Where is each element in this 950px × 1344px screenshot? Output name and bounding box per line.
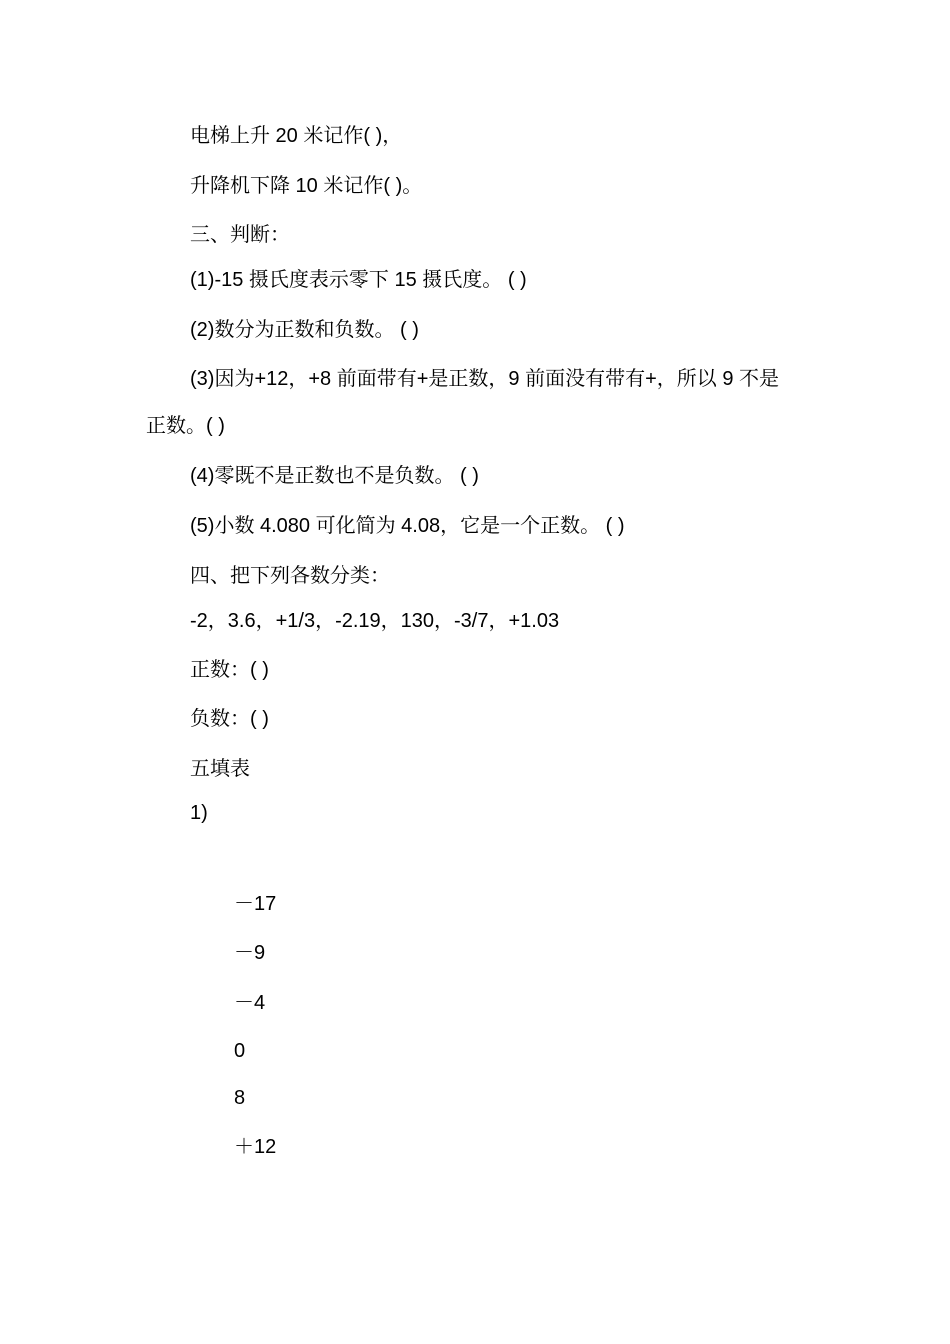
table-cell: －4	[234, 992, 266, 1014]
section-heading-judgment: 三、判断：	[190, 224, 290, 246]
table-cell: －9	[234, 942, 266, 964]
table-cell: 0	[234, 1040, 246, 1062]
question-1: (1)-15 摄氏度表示零下 15 摄氏度。 ( )	[190, 269, 527, 291]
number-list: -2，3.6，+1/3，-2.19，130，-3/7，+1.03	[190, 610, 560, 632]
table-cell: 8	[234, 1087, 246, 1109]
question-2: (2)数分为正数和负数。 ( )	[190, 319, 419, 341]
text-line-elevator: 电梯上升 20 米记作( )，	[190, 125, 403, 147]
question-4: (4)零既不是正数也不是负数。 ( )	[190, 465, 479, 487]
table-item-label: 1)	[190, 802, 208, 824]
question-3: (3)因为+12，+8 前面带有+是正数，9 前面没有带有+，所以 9 不是	[190, 368, 780, 390]
negative-numbers-blank: 负数：( )	[190, 708, 269, 730]
table-cell: －17	[234, 893, 277, 915]
section-heading-fill-table: 五填表	[190, 758, 250, 780]
positive-numbers-blank: 正数：( )	[190, 659, 269, 681]
table-cell: ＋12	[234, 1136, 277, 1158]
question-5: (5)小数 4.080 可化简为 4.08，它是一个正数。 ( )	[190, 515, 625, 537]
text-line-lift: 升降机下降 10 米记作( )。	[190, 175, 423, 197]
section-heading-classify: 四、把下列各数分类：	[190, 565, 390, 587]
question-3-continued: 正数。( )	[146, 415, 225, 437]
